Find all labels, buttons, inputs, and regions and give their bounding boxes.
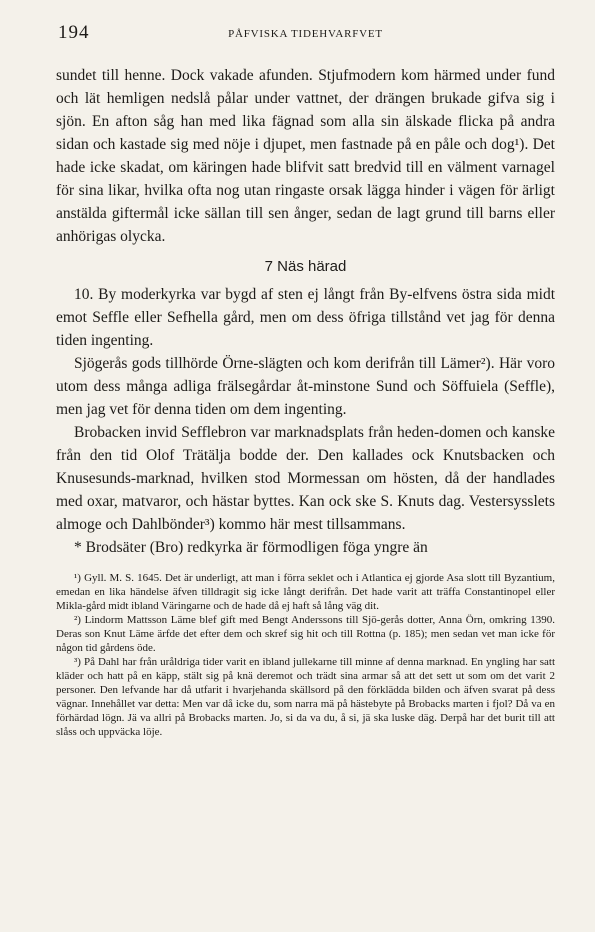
footnote-1: ¹) Gyll. M. S. 1645. Det är underligt, att man i förra seklet och i Atlantica ej gjorde Asa slott till Byzantium, emedan en lika händelse äfven tilldragit sig icke långt derifrån. Det hade varit att träffa Constantinopel eller Mikla-gård midt ibland Väringarne och de hade då ej haft så lång väg dit. (56, 572, 555, 612)
paragraph-4: Brobacken invid Sefflebron var marknadsplats från heden-domen och kanske från den tid Olof Trätälja bodde der. Den kallades ock Knutsbacken och Knusesunds-marknad, hvilken stod Mormessan om hösten, då der handlades med oxar, matvaror, och hästar byttes. Kan ock ske S. Knuts dag. Vestersysslets almoge och Dahlbönder³) kommo här mest tillsammans. (56, 424, 555, 533)
paragraph-3: Sjögerås gods tillhörde Örne-slägten och kom derifrån till Lämer²). Här voro utom dess många adliga frälsegårdar åt-minstone Sund och Söffuiela (Seffle), men jag vet för denna tiden om dem ingenting. (56, 355, 555, 418)
footnote-2: ²) Lindorm Mattsson Läme blef gift med Bengt Anderssons till Sjö-gerås dotter, Anna Örn, omkring 1390. Deras son Knut Läme ärfde det efter dem och skref sig hit och till Rottna (p. 185); men sedan vet man icke för någon tid gårdens öde. (56, 614, 555, 654)
paragraph-5: * Brodsäter (Bro) redkyrka är förmodligen föga yngre än (74, 539, 428, 556)
main-text (56, 64, 555, 559)
footnotes (56, 571, 555, 739)
paragraph-2: 10. By moderkyrka var bygd af sten ej långt från By-elfvens östra sida midt emot Seffle eller Sefhella gård, men om dess öfriga tillstånd vet jag för denna tiden ingenting. (56, 286, 555, 349)
footnote-3: ³) På Dahl har från uråldriga tider varit en ibland jullekarne till minne af denna marknad. En yngling har satt kläder och hatt på en käpp, stält sig på knä deremot och trädt sina armar så att det sett ut som om det varit 2 personer. Den lefvande har då utfarit i hvarjehanda skällsord på den förklädda bilden och äfven svarat på dess vägnar. Innehållet var detta: Men var då icke du, som narra mä på hästebyte på Brobacks marten i fjol? Då va en förhärdad lögn. Jä va allri på Brobacks marten. Jo, si da va du, å si, jä ska luske däg. Derpå har det burit till att slåss och uppväcka löje. (56, 656, 555, 738)
running-title: PÅFVISKA TIDEHVARFVET (228, 28, 383, 40)
page-header (56, 22, 555, 42)
page-number: 194 (58, 22, 90, 43)
paragraph-1: sundet till henne. Dock vakade afunden. Stjufmodern kom härmed under fund och lät hemligen nedslå pålar under vattnet, der drängen brukade gifva sig i sjön. En afton såg han med lika fägnad som alla sin älskade flicka på andra sidan och kastade sig med nöje i djupet, men fastnade på en påle och dog¹). Det hade icke skadat, om käringen hade blifvit satt bredvid till en välment varnagel för sina likar, hvilka ofta nog utan ringaste orsak lägga hinder i vägen för ärligt anstälda giftermål icke sällan till sen ånger, sedan de lagt grund till barns eller anhörigas olycka. (56, 67, 555, 245)
section-title: 7 Näs härad (264, 258, 347, 275)
